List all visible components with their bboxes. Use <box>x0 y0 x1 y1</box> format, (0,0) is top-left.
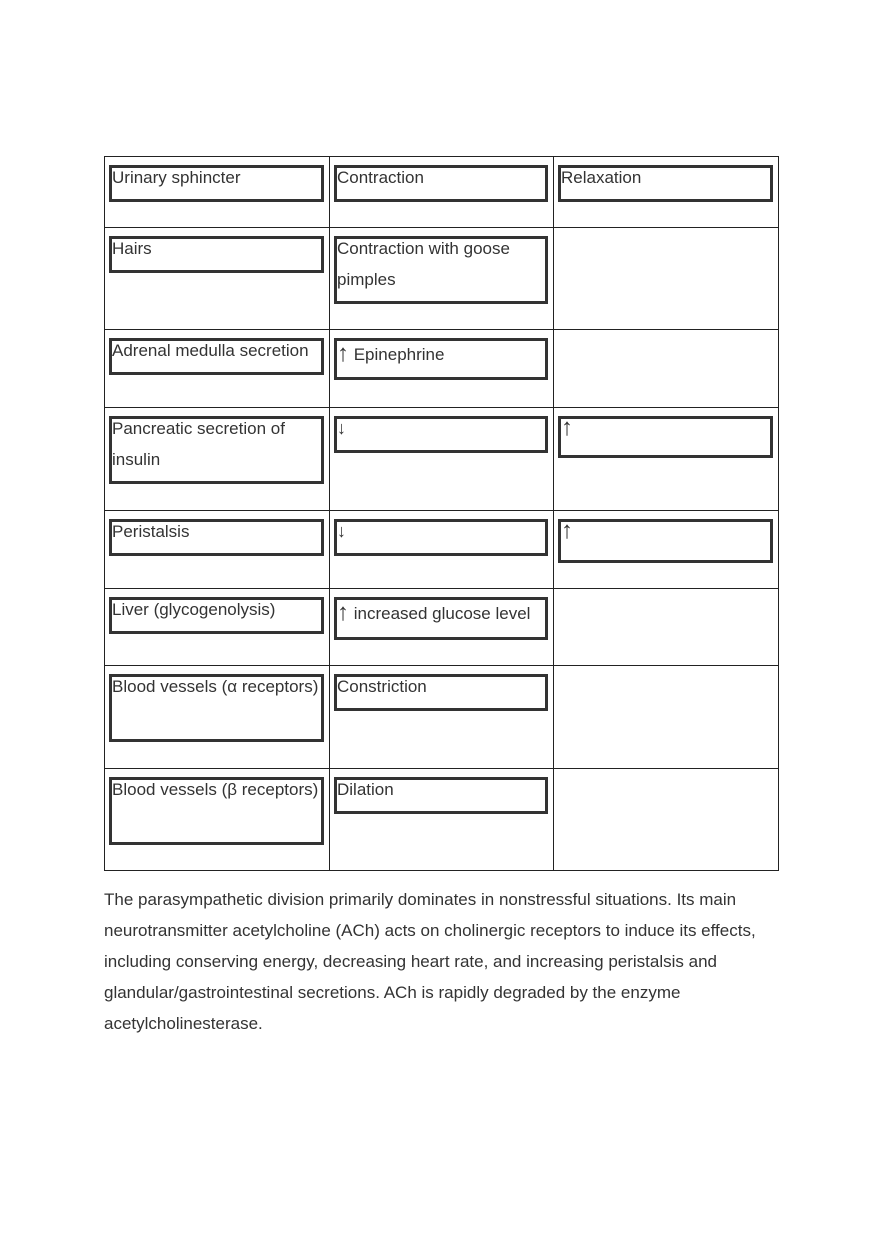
organ-label: Blood vessels (α receptors) <box>112 677 319 696</box>
table-row <box>105 330 779 408</box>
autonomic-effects-table <box>104 156 779 871</box>
organ-cell <box>105 666 330 769</box>
organ-label: Urinary sphincter <box>112 168 241 187</box>
sympathetic-effect: Epinephrine <box>349 345 445 364</box>
sympathetic-cell <box>330 330 554 408</box>
body-paragraph: The parasympathetic division primarily dominates in nonstressful situations. Its main neurotransmitter acetylcholine (ACh) acts on cholinergic receptors to induce its effects, including conserving energy, decreasing heart rate, and increasing peristalsis and glandular/gastrointestinal secretions. ACh is rapidly degraded by the enzyme acetylcholinesterase. <box>104 890 756 1033</box>
sympathetic-cell <box>330 228 554 330</box>
table-row <box>105 408 779 511</box>
table-row <box>105 769 779 871</box>
organ-cell <box>105 330 330 408</box>
organ-label: Pancreatic secretion of insulin <box>112 419 285 469</box>
parasympathetic-cell <box>554 666 779 769</box>
organ-cell <box>105 157 330 228</box>
organ-label: Peristalsis <box>112 522 190 541</box>
table-row <box>105 157 779 228</box>
sympathetic-cell <box>330 769 554 871</box>
organ-label: Blood vessels (β receptors) <box>112 780 319 799</box>
parasympathetic-cell <box>554 511 779 589</box>
table-row <box>105 589 779 666</box>
up-arrow-icon: ↑ <box>337 340 349 367</box>
organ-label: Liver (glycogenolysis) <box>112 600 276 619</box>
parasympathetic-cell <box>554 330 779 408</box>
sympathetic-cell <box>330 408 554 511</box>
down-arrow-icon: ↓ <box>337 521 346 541</box>
parasympathetic-cell <box>554 157 779 228</box>
sympathetic-effect: Dilation <box>337 780 394 799</box>
parasympathetic-effect: Relaxation <box>561 168 642 187</box>
sympathetic-effect: Contraction with goose pimples <box>337 239 510 289</box>
table-row <box>105 511 779 589</box>
parasympathetic-cell <box>554 769 779 871</box>
parasympathetic-cell <box>554 589 779 666</box>
sympathetic-cell <box>330 157 554 228</box>
organ-label: Adrenal medulla secretion <box>112 341 309 360</box>
organ-cell <box>105 589 330 666</box>
organ-cell <box>105 511 330 589</box>
up-arrow-icon: ↑ <box>337 599 349 626</box>
parasympathetic-cell <box>554 228 779 330</box>
organ-cell <box>105 769 330 871</box>
organ-label: Hairs <box>112 239 152 258</box>
table-row <box>105 228 779 330</box>
parasympathetic-cell <box>554 408 779 511</box>
table-row <box>105 666 779 769</box>
sympathetic-effect: Constriction <box>337 677 427 696</box>
up-arrow-icon: ↑ <box>561 414 573 441</box>
sympathetic-cell <box>330 589 554 666</box>
down-arrow-icon: ↓ <box>337 418 346 438</box>
organ-cell <box>105 228 330 330</box>
sympathetic-effect: Contraction <box>337 168 424 187</box>
sympathetic-cell <box>330 666 554 769</box>
organ-cell <box>105 408 330 511</box>
sympathetic-cell <box>330 511 554 589</box>
sympathetic-effect: increased glucose level <box>349 604 531 623</box>
up-arrow-icon: ↑ <box>561 517 573 544</box>
